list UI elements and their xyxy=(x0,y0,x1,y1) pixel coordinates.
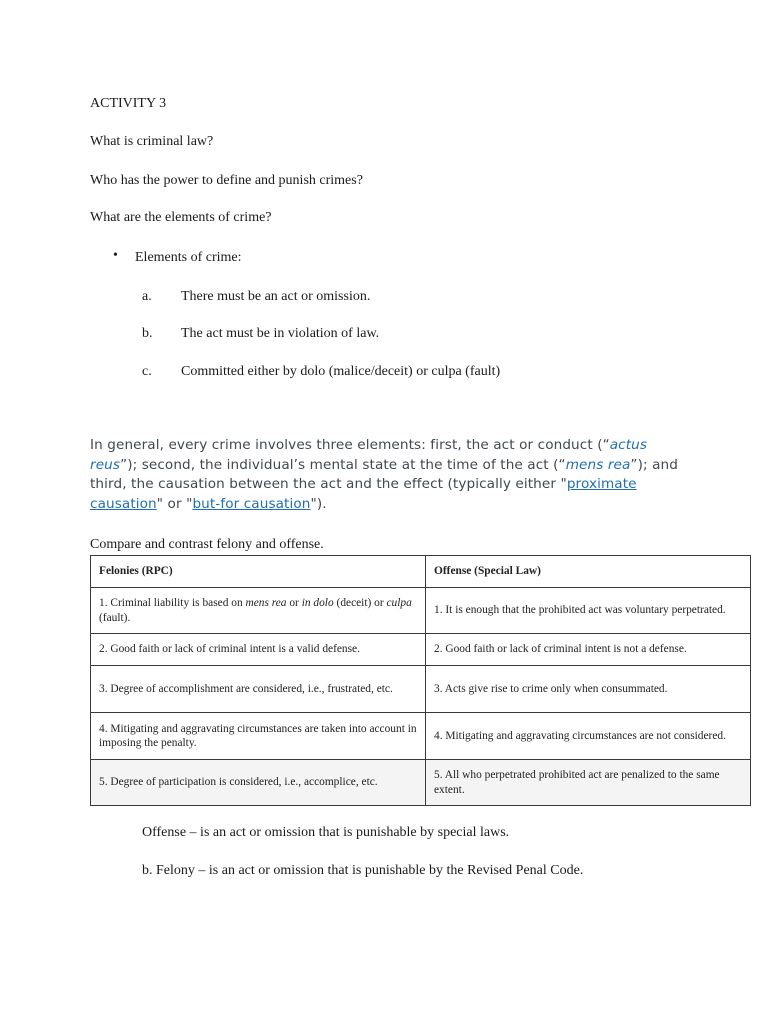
list-marker: b. xyxy=(142,326,153,341)
list-item: There must be an act or omission. xyxy=(181,289,371,304)
offense-cell: 3. Acts give rise to crime only when consummated. xyxy=(426,666,751,713)
list-item: The act must be in violation of law. xyxy=(181,326,380,341)
felony-cell: 2. Good faith or lack of criminal intent is a valid defense. xyxy=(91,634,426,666)
felony-cell: 5. Degree of participation is considered, i.e., accomplice, etc. xyxy=(91,760,426,806)
bullet-label: Elements of crime: xyxy=(135,250,242,265)
bullet-icon: • xyxy=(113,248,118,263)
proximate-causation-link[interactable]: proximate causation xyxy=(90,476,637,513)
felony-cell: 3. Degree of accomplishment are considered, i.e., frustrated, etc. xyxy=(91,666,426,713)
felony-cell: 4. Mitigating and aggravating circumstances are taken into account in imposing the penalty. xyxy=(91,713,426,760)
offense-definition: Offense – is an act or omission that is punishable by special laws. xyxy=(142,825,510,840)
felony-definition: b. Felony – is an act or omission that is punishable by the Revised Penal Code. xyxy=(142,863,584,878)
question-power: Who has the power to define and punish crimes? xyxy=(90,173,363,188)
header-felonies: Felonies (RPC) xyxy=(91,556,426,588)
compare-heading: Compare and contrast felony and offense. xyxy=(90,537,324,552)
table-row xyxy=(91,666,751,713)
comparison-table xyxy=(90,555,751,806)
table-row xyxy=(91,634,751,666)
list-marker: c. xyxy=(142,364,152,379)
table-row xyxy=(91,588,751,634)
offense-cell: 1. It is enough that the prohibited act was voluntary perpetrated. xyxy=(426,588,751,634)
activity-title: ACTIVITY 3 xyxy=(90,96,167,111)
header-offense: Offense (Special Law) xyxy=(426,556,751,588)
table-row xyxy=(91,760,751,806)
table-header-row xyxy=(91,556,751,588)
elements-paragraph: In general, every crime involves three elements: first, the act or conduct (“actus reus”); second, the individual’s mental state at the time of the act (“mens rea”); and third, the causation between the act and the effect (typically either "proximate causation" or "but-for causation"). xyxy=(90,437,678,513)
mens-rea-term: mens rea xyxy=(565,456,631,473)
list-marker: a. xyxy=(142,289,152,304)
offense-cell: 4. Mitigating and aggravating circumstances are not considered. xyxy=(426,713,751,760)
question-elements: What are the elements of crime? xyxy=(90,210,272,225)
offense-cell: 2. Good faith or lack of criminal intent is not a defense. xyxy=(426,634,751,666)
felony-cell: 1. Criminal liability is based on mens rea or in dolo (deceit) or culpa (fault). xyxy=(91,588,426,634)
but-for-causation-link[interactable]: but-for causation xyxy=(192,496,311,513)
table-row xyxy=(91,713,751,760)
question-criminal-law: What is criminal law? xyxy=(90,134,214,149)
offense-cell: 5. All who perpetrated prohibited act are penalized to the same extent. xyxy=(426,760,751,806)
actus-reus-term: actus reus xyxy=(90,437,648,473)
list-item: Committed either by dolo (malice/deceit) or culpa (fault) xyxy=(181,364,501,379)
